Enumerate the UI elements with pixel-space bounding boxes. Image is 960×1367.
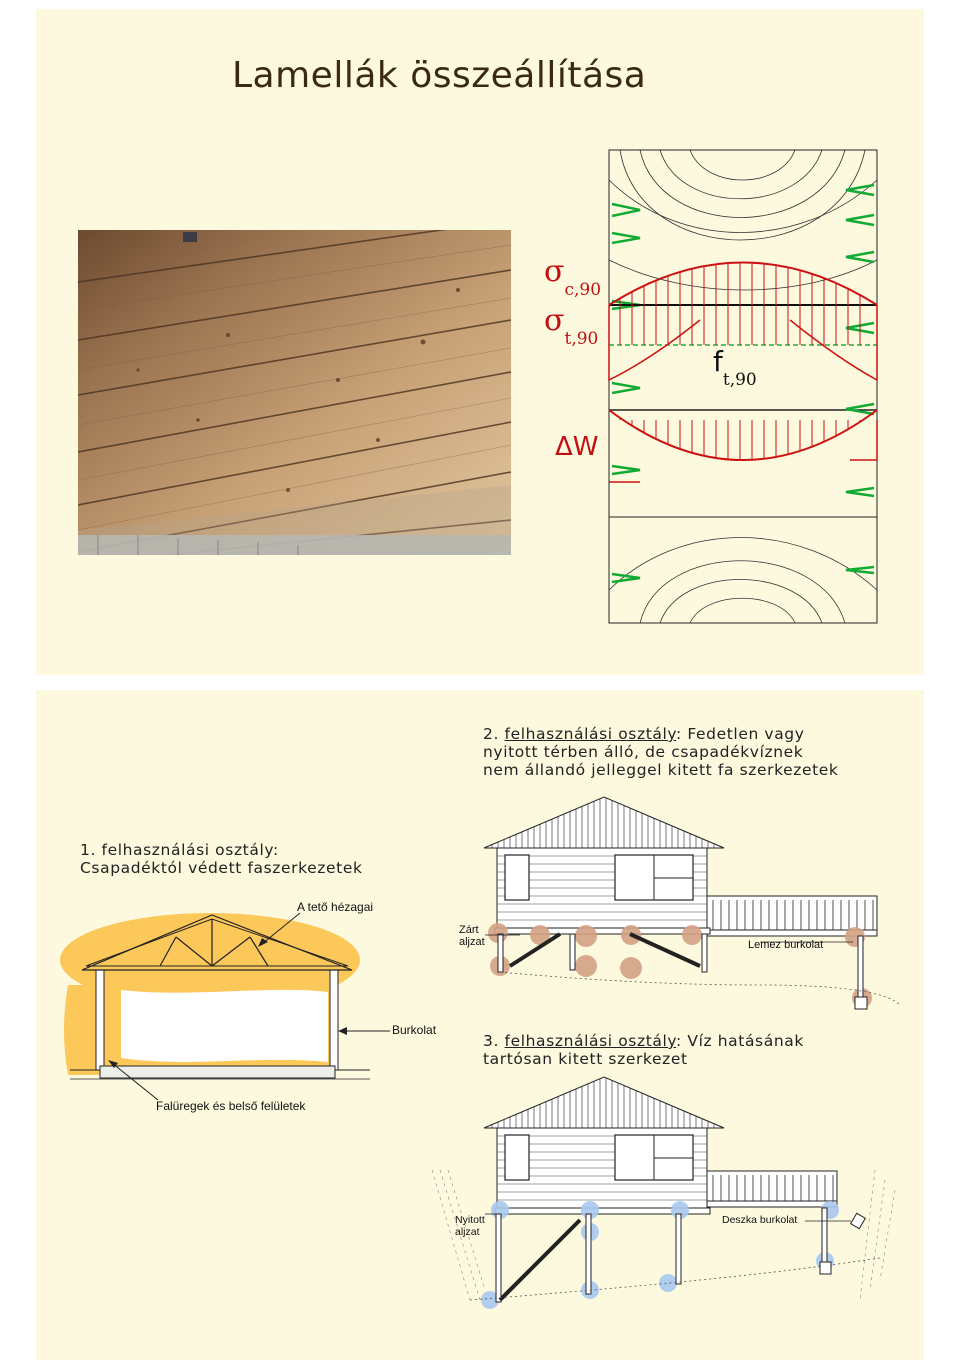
sigma-c-subscript: c,90 — [564, 280, 602, 300]
class2-number: 2. — [483, 725, 499, 743]
class1-line1: 1. felhasználási osztály: — [80, 841, 279, 859]
class2-line1-rest: : Fedetlen vagy — [676, 725, 805, 743]
class1-line2: Csapadéktól védett faszerkezetek — [80, 859, 363, 877]
class3-line1-rest: : Víz hatásának — [676, 1032, 804, 1050]
open-base-line2: aljzat — [455, 1226, 480, 1238]
sheet-cladding-callout: Lemez burkolat — [748, 939, 824, 951]
class2-line3: nem állandó jelleggel kitett fa szerkezetek — [483, 761, 839, 779]
class3-heading: felhasználási osztály — [504, 1032, 677, 1050]
closed-base-line2: aljzat — [459, 936, 485, 948]
slide-title: Lamellák összeállítása — [232, 55, 647, 96]
class3-number: 3. — [483, 1032, 499, 1050]
class2-heading: felhasználási osztály — [504, 725, 677, 743]
closed-base-line1: Zárt — [459, 924, 479, 936]
class2-line2: nyitott térben álló, de csapadékvíznek — [483, 743, 804, 761]
class3-line2: tartósan kitett szerkezet — [483, 1050, 688, 1068]
sigma-c-symbol: σ — [544, 254, 565, 289]
cladding-callout: Burkolat — [392, 1023, 437, 1037]
sigma-t-subscript: t,90 — [564, 329, 599, 349]
delta-w-label: ΔW — [555, 432, 599, 462]
f-subscript: t,90 — [722, 370, 757, 390]
open-base-callout — [455, 1214, 485, 1238]
open-base-line1: Nyitott — [455, 1214, 485, 1226]
sigma-t-symbol: σ — [544, 303, 565, 338]
f-symbol: f — [713, 345, 723, 378]
wall-cavities-callout: Falüregek és belső felületek — [156, 1099, 306, 1113]
roof-gaps-callout: A tető hézagai — [297, 900, 374, 914]
board-cladding-callout: Deszka burkolat — [722, 1214, 798, 1226]
